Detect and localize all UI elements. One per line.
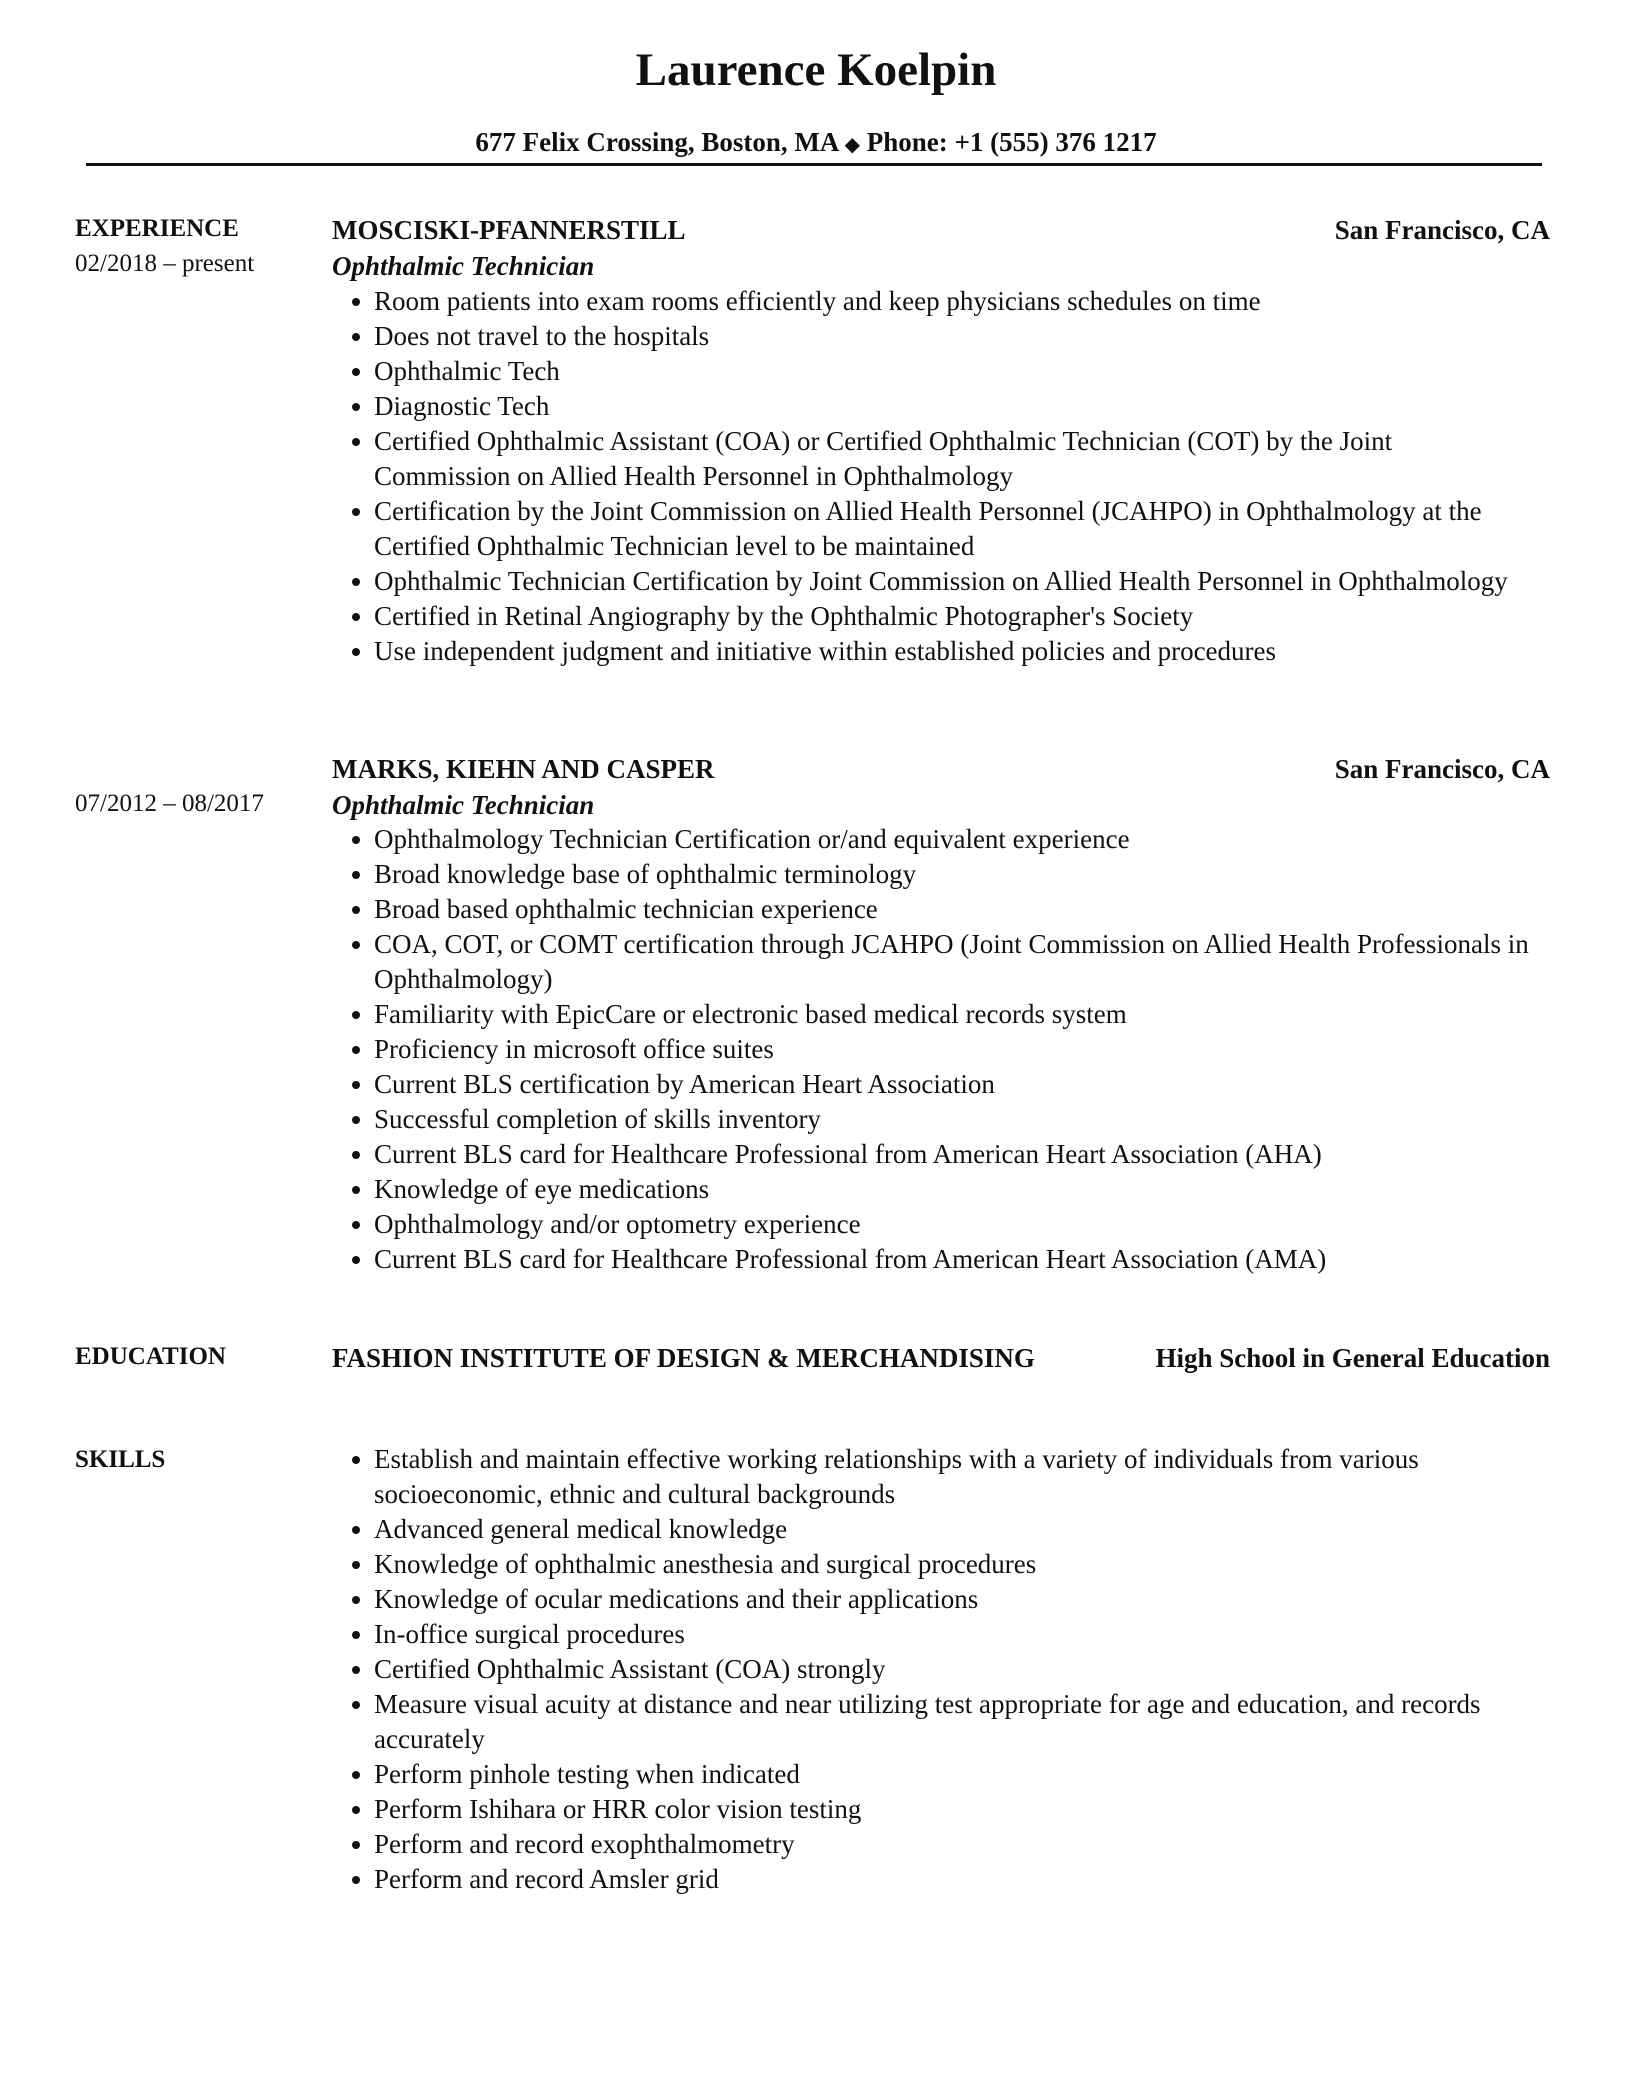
education-heading: EDUCATION (75, 1343, 226, 1370)
list-item: COA, COT, or COMT certification through JCAHPO (Joint Commission on Allied Health Professionals in Ophthalmology) (332, 927, 1532, 997)
bullet-icon (352, 333, 360, 341)
education-degree: High School in General Education (1155, 1343, 1550, 1373)
list-item: Perform pinhole testing when indicated (332, 1757, 1532, 1792)
list-item: Perform and record Amsler grid (332, 1862, 1532, 1897)
bullet-icon (352, 1456, 360, 1464)
phone: Phone: +1 (555) 376 1217 (866, 127, 1157, 157)
bullet-icon (352, 368, 360, 376)
skills-list (332, 1442, 1532, 1897)
bullet-icon (352, 1116, 360, 1124)
bullet-icon (352, 1151, 360, 1159)
list-item: Broad knowledge base of ophthalmic terminology (332, 857, 1532, 892)
list-item: Diagnostic Tech (332, 389, 1532, 424)
list-item: Proficiency in microsoft office suites (332, 1032, 1532, 1067)
bullet-icon (352, 1526, 360, 1534)
bullet-icon (352, 1221, 360, 1229)
job-2-dates: 07/2012 – 08/2017 (75, 790, 264, 817)
list-item: Successful completion of skills inventory (332, 1102, 1532, 1137)
list-item: Measure visual acuity at distance and near utilizing test appropriate for age and education, and records accurately (332, 1687, 1532, 1757)
experience-heading: EXPERIENCE (75, 215, 239, 242)
bullet-icon (352, 298, 360, 306)
bullet-icon (352, 1081, 360, 1089)
job-1-company: MOSCISKI-PFANNERSTILL (332, 215, 686, 245)
skills-heading: SKILLS (75, 1446, 166, 1473)
bullet-icon (352, 1046, 360, 1054)
list-item: Advanced general medical knowledge (332, 1512, 1532, 1547)
bullet-icon (352, 906, 360, 914)
job-2-bullets (332, 822, 1532, 1277)
list-item: Room patients into exam rooms efficiently and keep physicians schedules on time (332, 284, 1532, 319)
job-1-role: Ophthalmic Technician (332, 251, 595, 281)
bullet-icon (352, 1631, 360, 1639)
job-2-location: San Francisco, CA (1334, 754, 1550, 784)
bullet-icon (352, 1186, 360, 1194)
address: 677 Felix Crossing, Boston, MA (475, 127, 838, 157)
bullet-icon (352, 1771, 360, 1779)
list-item: Current BLS card for Healthcare Professional from American Heart Association (AMA) (332, 1242, 1532, 1277)
header-divider (86, 163, 1542, 166)
bullet-icon (352, 578, 360, 586)
bullet-icon (352, 438, 360, 446)
bullet-icon (352, 1841, 360, 1849)
list-item: Certification by the Joint Commission on Allied Health Personnel (JCAHPO) in Ophthalmology at the Certified Ophthalmic Technician level to be maintained (332, 494, 1532, 564)
list-item: Knowledge of ophthalmic anesthesia and surgical procedures (332, 1547, 1532, 1582)
list-item: Familiarity with EpicCare or electronic based medical records system (332, 997, 1532, 1032)
bullet-icon (352, 403, 360, 411)
list-item: Does not travel to the hospitals (332, 319, 1532, 354)
job-2-company: MARKS, KIEHN AND CASPER (332, 754, 715, 784)
bullet-icon (352, 1596, 360, 1604)
list-item: Broad based ophthalmic technician experience (332, 892, 1532, 927)
education-school: FASHION INSTITUTE OF DESIGN & MERCHANDISING (332, 1343, 1035, 1373)
bullet-icon (352, 941, 360, 949)
list-item: Certified Ophthalmic Assistant (COA) or Certified Ophthalmic Technician (COT) by the Joint Commission on Allied Health Personnel in Ophthalmology (332, 424, 1532, 494)
bullet-icon (352, 1256, 360, 1264)
list-item: Current BLS certification by American Heart Association (332, 1067, 1532, 1102)
job-1-dates: 02/2018 – present (75, 250, 255, 277)
list-item: Ophthalmic Technician Certification by Joint Commission on Allied Health Personnel in Ophthalmology (332, 564, 1532, 599)
bullet-icon (352, 1561, 360, 1569)
list-item: Certified Ophthalmic Assistant (COA) strongly (332, 1652, 1532, 1687)
list-item: Knowledge of ocular medications and their applications (332, 1582, 1532, 1617)
bullet-icon (352, 1666, 360, 1674)
bullet-icon (352, 648, 360, 656)
contact-line (0, 124, 1632, 163)
diamond-separator-icon: ◆ (844, 134, 861, 156)
list-item: Perform Ishihara or HRR color vision testing (332, 1792, 1532, 1827)
bullet-icon (352, 871, 360, 879)
bullet-icon (352, 508, 360, 516)
bullet-icon (352, 613, 360, 621)
bullet-icon (352, 1011, 360, 1019)
bullet-icon (352, 1876, 360, 1884)
list-item: Ophthalmology Technician Certification or/and equivalent experience (332, 822, 1532, 857)
list-item: Perform and record exophthalmometry (332, 1827, 1532, 1862)
list-item: Ophthalmic Tech (332, 354, 1532, 389)
job-1-location: San Francisco, CA (1334, 215, 1550, 245)
list-item: Current BLS card for Healthcare Professional from American Heart Association (AHA) (332, 1137, 1532, 1172)
bullet-icon (352, 1701, 360, 1709)
list-item: Use independent judgment and initiative within established policies and procedures (332, 634, 1532, 669)
bullet-icon (352, 1806, 360, 1814)
job-1-bullets (332, 284, 1532, 669)
candidate-name: Laurence Koelpin (635, 44, 997, 96)
list-item: Certified in Retinal Angiography by the Ophthalmic Photographer's Society (332, 599, 1532, 634)
list-item: Knowledge of eye medications (332, 1172, 1532, 1207)
list-item: Ophthalmology and/or optometry experience (332, 1207, 1532, 1242)
list-item: In-office surgical procedures (332, 1617, 1532, 1652)
bullet-icon (352, 836, 360, 844)
job-2-role: Ophthalmic Technician (332, 790, 595, 820)
list-item: Establish and maintain effective working relationships with a variety of individuals from various socioeconomic, ethnic and cultural backgrounds (332, 1442, 1532, 1512)
